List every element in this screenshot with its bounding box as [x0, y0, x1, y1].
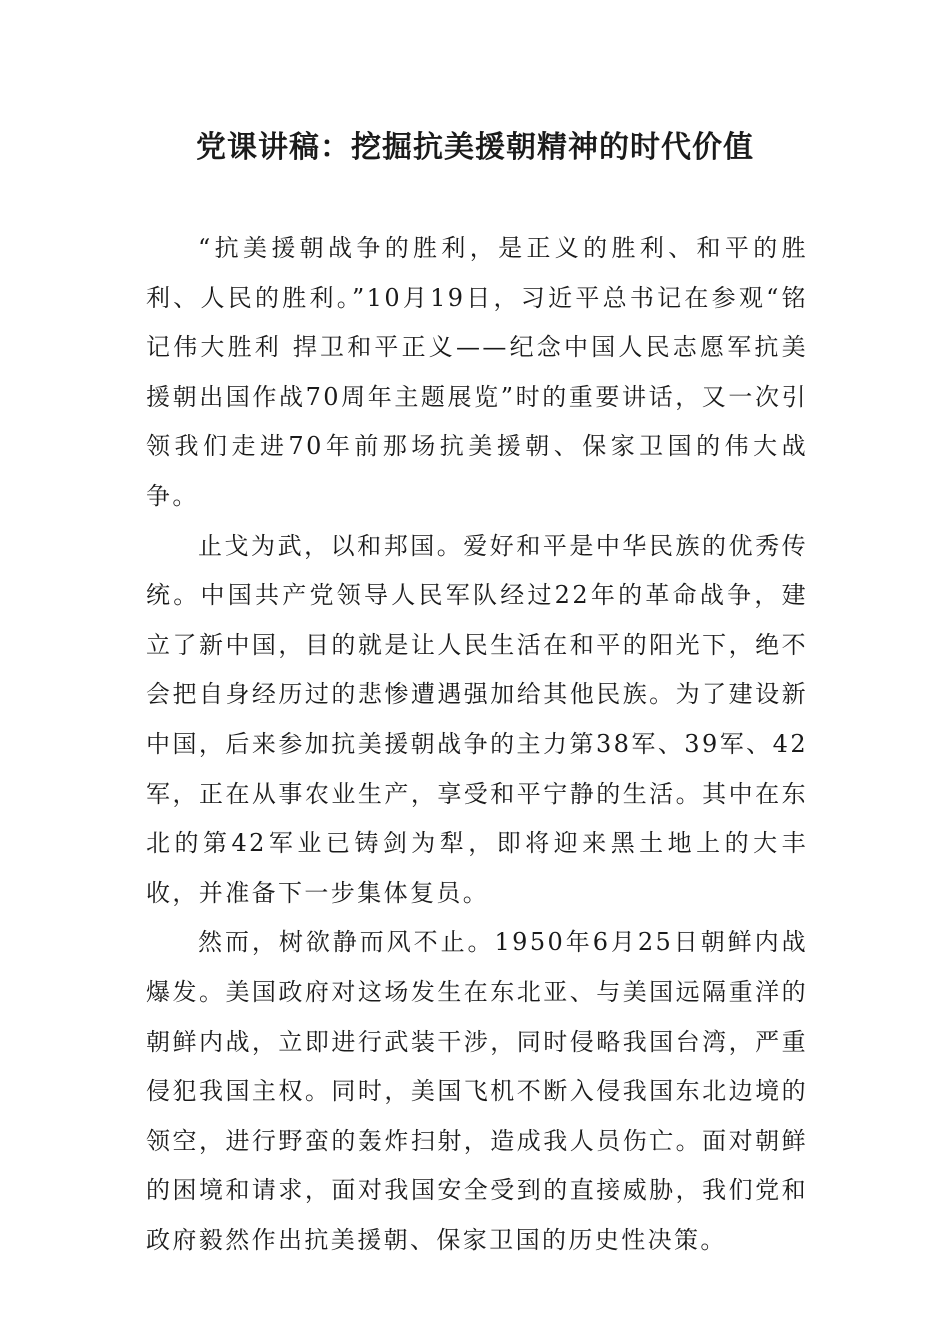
document-title: 党课讲稿：挖掘抗美援朝精神的时代价值: [196, 130, 754, 165]
paragraph-3: 然而，树欲静而风不止。1950年6月25日朝鲜内战爆发。美国政府对这场发生在东北亚、与美国远隔重洋的朝鲜内战，立即进行武装干涉，同时侵略我国台湾，严重侵犯我国主权。同时，美国飞机不断入侵我国东北边境的领空，进行野蛮的轰炸扫射，造成我人员伤亡。面对朝鲜的困境和请求，面对我国安全受到的直接威胁，我们党和政府毅然作出抗美援朝、保家卫国的历史性决策。: [146, 928, 808, 1254]
document-body: [146, 224, 808, 1265]
paragraph-1: “抗美援朝战争的胜利，是正义的胜利、和平的胜利、人民的胜利。”10月19日，习近平总书记在参观“铭记伟大胜利 捍卫和平正义——纪念中国人民志愿军抗美援朝出国作战70周年主题展览”时的重要讲话，又一次引领我们走进70年前那场抗美援朝、保家卫国的伟大战争。: [146, 234, 808, 510]
paragraph-2: 止戈为武，以和邦国。爱好和平是中华民族的优秀传统。中国共产党领导人民军队经过22年的革命战争，建立了新中国，目的就是让人民生活在和平的阳光下，绝不会把自身经历过的悲惨遭遇强加给其他民族。为了建设新中国，后来参加抗美援朝战争的主力第38军、39军、42军，正在从事农业生产，享受和平宁静的生活。其中在东北的第42军业已铸剑为犁，即将迎来黑土地上的大丰收，并准备下一步集体复员。: [146, 531, 808, 907]
